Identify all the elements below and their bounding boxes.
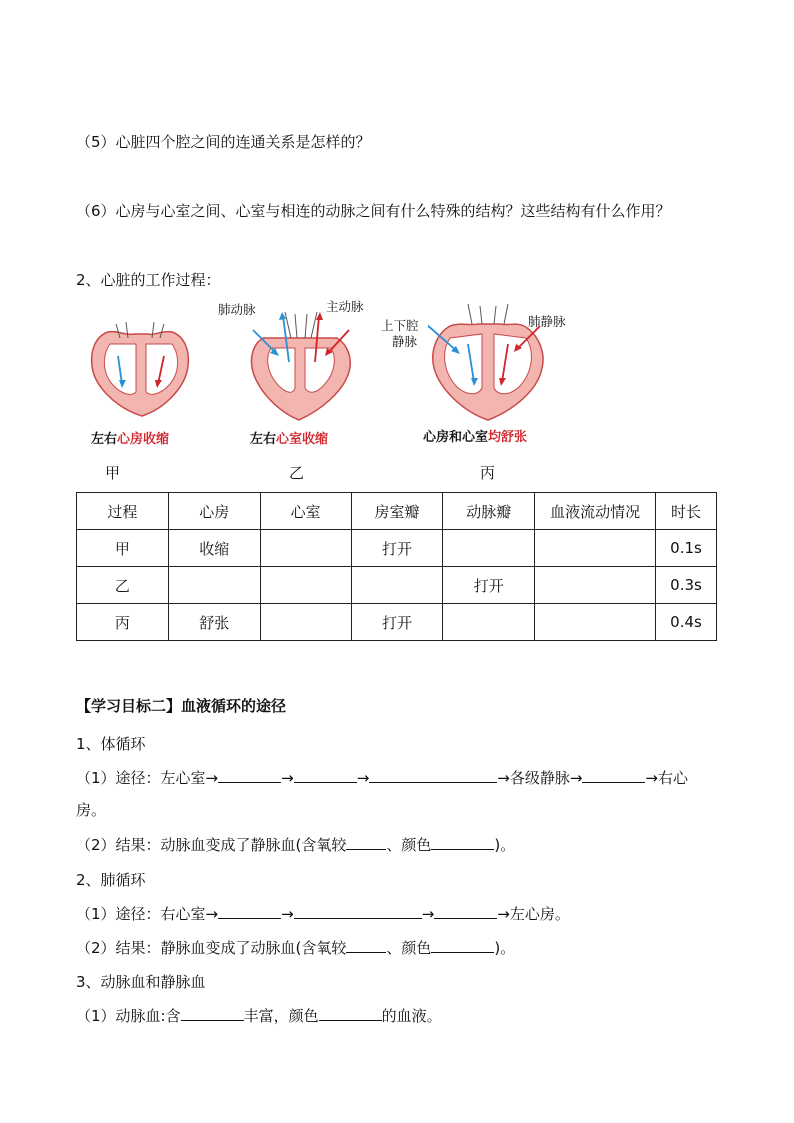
blank-field[interactable] (346, 835, 386, 850)
caption-atria-contract: 左右心房收缩 (91, 432, 170, 447)
heart-diagram-diastole (428, 304, 548, 422)
header-cell: 过程 (77, 493, 169, 530)
question-6: （6）心房与心室之间、心室与相连的动脉之间有什么特殊的结构？这些结构有什么作用？ (76, 202, 671, 220)
label-vena-cava-1: 上下腔 (381, 318, 419, 333)
table-cell[interactable] (535, 604, 656, 641)
table-cell: 打开 (351, 604, 443, 641)
blank-field[interactable] (582, 768, 645, 783)
blank-field[interactable] (181, 1006, 244, 1021)
systemic-circulation-title: 1、体循环 (76, 735, 146, 753)
pulmonary-circulation-title: 2、肺循环 (76, 871, 146, 889)
blank-field[interactable] (369, 768, 497, 783)
letter-a: 甲 (105, 464, 121, 482)
pulmonary-path: （1）途径：右心室→ → → →左心房。 (76, 905, 570, 923)
table-cell[interactable] (260, 567, 351, 604)
table-cell: 打开 (443, 567, 535, 604)
blank-field[interactable] (431, 835, 494, 850)
arterial-blood-definition: （1）动脉血:含 丰富，颜色 的血液。 (76, 1007, 442, 1025)
section-2-title: 2、心脏的工作过程： (76, 271, 221, 289)
blank-field[interactable] (218, 768, 281, 783)
heart-cycle-table (76, 492, 717, 641)
blank-field[interactable] (319, 1006, 382, 1021)
header-cell: 血液流动情况 (535, 493, 656, 530)
heart-diagram-ventricles-contract (245, 312, 357, 422)
systemic-path-wrap: 房。 (76, 801, 107, 819)
table-cell[interactable] (443, 604, 535, 641)
blank-field[interactable] (346, 938, 386, 953)
question-5: （5）心脏四个腔之间的连通关系是怎样的？ (76, 133, 371, 151)
table-cell[interactable] (443, 530, 535, 567)
table-cell: 丙 (77, 604, 169, 641)
blood-types-title: 3、动脉血和静脉血 (76, 973, 206, 991)
caption-ventricles-contract: 左右心室收缩 (250, 432, 329, 447)
table-cell[interactable] (260, 604, 351, 641)
pulmonary-result: （2）结果：静脉血变成了动脉血(含氧较 、颜色 )。 (76, 939, 516, 957)
table-cell[interactable] (535, 530, 656, 567)
table-cell[interactable] (535, 567, 656, 604)
table-cell: 甲 (77, 530, 169, 567)
letter-c: 丙 (480, 464, 496, 482)
systemic-result: （2）结果：动脉血变成了静脉血(含氧较 、颜色 )。 (76, 836, 516, 854)
blank-field[interactable] (294, 904, 422, 919)
table-row (77, 530, 717, 567)
systemic-path: （1）途径：左心室→ → → →各级静脉→ →右心 (76, 769, 688, 787)
table-cell: 乙 (77, 567, 169, 604)
header-cell: 时长 (656, 493, 717, 530)
heart-diagram-atria-contract (86, 322, 196, 418)
header-cell: 房室瓣 (351, 493, 443, 530)
table-cell[interactable] (351, 567, 443, 604)
label-pulmonary-vein: 肺静脉 (528, 314, 566, 329)
letter-b: 乙 (289, 464, 305, 482)
table-row (77, 604, 717, 641)
header-cell: 心室 (260, 493, 351, 530)
table-cell: 0.1s (656, 530, 717, 567)
table-cell[interactable] (260, 530, 351, 567)
table-cell: 收缩 (168, 530, 260, 567)
table-cell: 打开 (351, 530, 443, 567)
table-header-row (77, 493, 717, 530)
table-cell: 舒张 (168, 604, 260, 641)
table-row (77, 567, 717, 604)
blank-field[interactable] (431, 938, 494, 953)
header-cell: 心房 (168, 493, 260, 530)
blank-field[interactable] (434, 904, 497, 919)
blank-field[interactable] (294, 768, 357, 783)
table-cell: 0.3s (656, 567, 717, 604)
caption-diastole: 心房和心室均舒张 (423, 430, 528, 445)
table-cell: 0.4s (656, 604, 717, 641)
header-cell: 动脉瓣 (443, 493, 535, 530)
label-vena-cava-2: 静脉 (392, 334, 418, 349)
goal-2-title: 【学习目标二】血液循环的途径 (76, 697, 287, 715)
label-aorta: 主动脉 (326, 299, 364, 314)
blank-field[interactable] (218, 904, 281, 919)
label-pulmonary-artery: 肺动脉 (218, 302, 256, 317)
table-cell[interactable] (168, 567, 260, 604)
